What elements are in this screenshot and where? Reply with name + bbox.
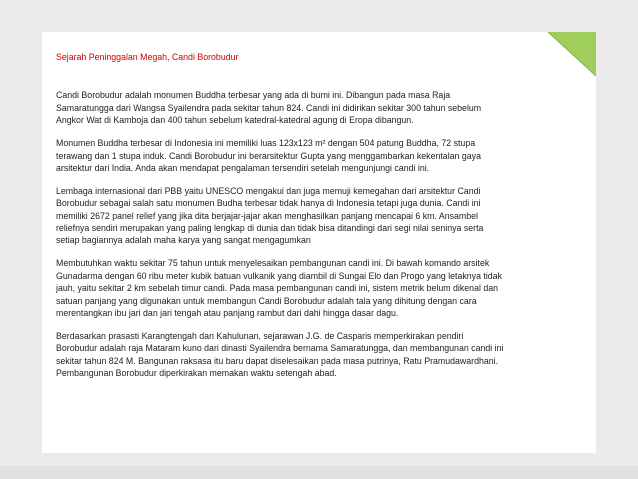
text-line: Borobudur sebagai salah satu monumen Budha terbesar tidak hanya di Indonesia tetapi juga dunia. Candi ini	[56, 198, 481, 209]
paragraph-3	[56, 185, 584, 247]
text-line: Angkor Wat di Kamboja dan 400 tahun sebelum katedral-katedral agung di Eropa dibangun.	[56, 115, 414, 126]
slide-content	[56, 51, 584, 390]
text-line: Candi Borobudur adalah monumen Buddha terbesar yang ada di bumi ini. Dibangun pada masa Raja	[56, 90, 451, 101]
slide-title: Sejarah Peninggalan Megah, Candi Borobudur	[56, 52, 239, 62]
text-line: jauh, yaitu sekitar 2 km sebelah timur candi. Pada masa pembangunan candi ini, sistem metrik belum dikenal dan	[56, 283, 499, 294]
text-line: Monumen Buddha terbesar di Indonesia ini memiliki luas 123x123 m² dengan 504 patung Buddha, 72 stupa	[56, 138, 476, 149]
paragraph-4	[56, 257, 584, 319]
text-line: Berdasarkan prasasti Karangtengah dan Kahulunan, sejarawan J.G. de Casparis memperkirakan pendiri	[56, 330, 464, 341]
text-line: terawang dan 1 stupa induk. Candi Borobudur ini berarsitektur Gupta yang menggambarkan kekentalan gaya	[56, 150, 481, 161]
text-line: Membutuhkan waktu sekitar 75 tahun untuk menyelesaikan pembangunan candi ini. Di bawah komando arsitek	[56, 258, 490, 269]
text-line: merentangkan ibu jari dan jari tengah atau panjang rambut dari dahi hingga dasar dagu.	[56, 308, 399, 318]
text-line: Lembaga internasional dari PBB yaitu UNESCO mengakui dan juga memuji kemegahan dari arsitektur Candi	[56, 185, 481, 196]
text-line: reliefnya sendiri merupakan yang paling lengkap di dunia dan tidak bisa ditandingi dari segi nilai seninya serta	[56, 223, 484, 234]
text-line: satuan panjang yang digunakan untuk membangun Candi Borobudur adalah tala yang dihitung dengan cara	[56, 295, 477, 306]
text-line: Pembangunan Borobudur diperkirakan memakan waktu setengah abad.	[56, 368, 337, 379]
text-line: sekitar tahun 824 M. Bangunan raksasa itu baru dapat diselesaikan pada masa putrinya, Ratu Pramudawardhani.	[56, 355, 499, 366]
paragraph-1	[56, 89, 584, 126]
content-box	[42, 32, 596, 453]
text-line: Samaratungga dari Wangsa Syailendra pada sekitar tahun 824. Candi ini didirikan sekitar 300 tahun sebelum	[56, 102, 482, 113]
text-line: Gunadarma dengan 60 ribu meter kubik batuan vulkanik yang diambil di Sungai Elo dan Progo yang letaknya tidak	[56, 270, 502, 281]
paragraph-2	[56, 137, 584, 174]
paragraph-5	[56, 330, 584, 380]
text-line: memiliki 2672 panel relief yang jika dita berjajar-jajar akan menghasilkan panjang mencapai 6 km. Ansambel	[56, 210, 478, 221]
text-line: arsitektur dari India. Anda akan mendapat pengalaman tersendiri setelah mengunjungi candi ini.	[56, 162, 430, 173]
text-line: setiap bagiannya adalah maha karya yang sangat mengagumkan	[56, 235, 311, 246]
bottom-bar	[0, 466, 638, 479]
text-line: Borobudur adalah raja Mataram kuno dari dinasti Syailendra bernama Samaratungga, dan membangunan candi ini	[56, 343, 504, 354]
